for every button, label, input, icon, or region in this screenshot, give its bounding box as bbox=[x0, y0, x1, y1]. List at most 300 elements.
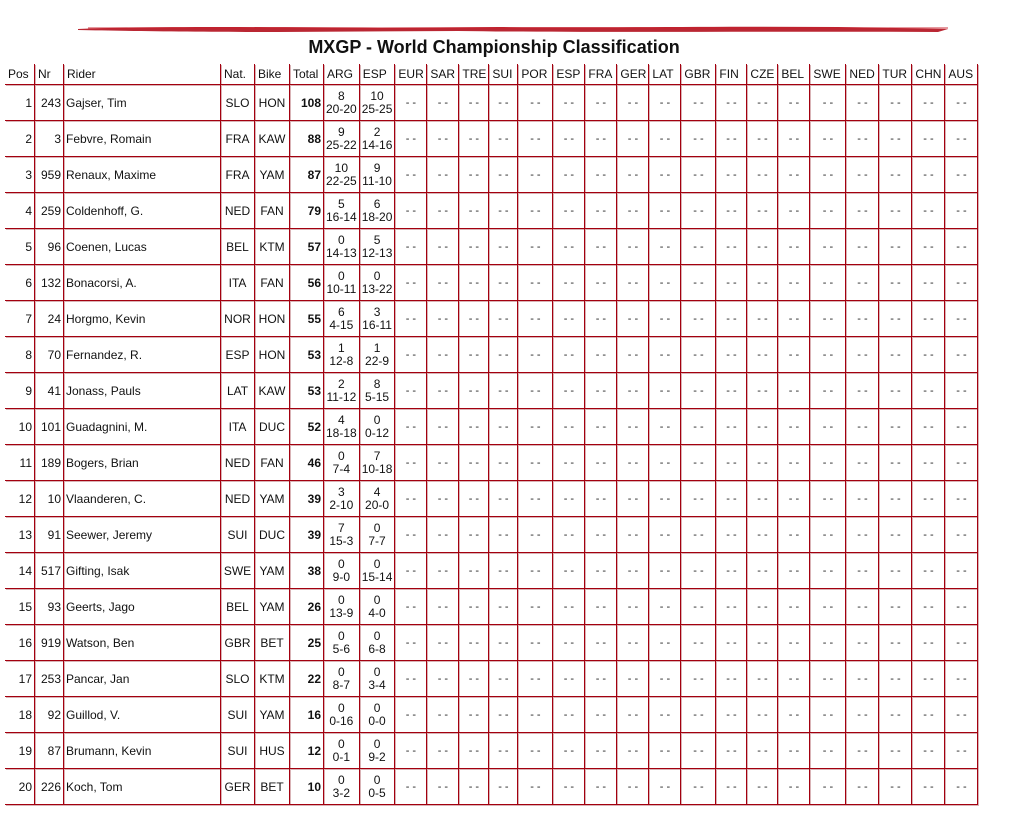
cell-event-empty: - - bbox=[747, 337, 778, 373]
cell-event-empty: - - bbox=[553, 553, 585, 589]
cell-nationality: BEL bbox=[221, 229, 255, 265]
cell-event-empty: - - bbox=[945, 445, 978, 481]
cell-event-empty: - - bbox=[747, 157, 778, 193]
cell-event-empty: - - bbox=[518, 625, 553, 661]
cell-event-result bbox=[324, 625, 360, 661]
cell-event-empty: - - bbox=[585, 229, 617, 265]
cell-nationality: FRA bbox=[221, 121, 255, 157]
cell-rider-number: 259 bbox=[35, 193, 64, 229]
cell-event-empty: - - bbox=[747, 121, 778, 157]
event-points: 3 bbox=[338, 484, 345, 499]
cell-event-empty: - - bbox=[395, 265, 427, 301]
cell-bike: YAM bbox=[255, 553, 290, 589]
cell-nationality: BEL bbox=[221, 589, 255, 625]
cell-rider-number: 959 bbox=[35, 157, 64, 193]
cell-rider-number: 93 bbox=[35, 589, 64, 625]
cell-event-empty: - - bbox=[649, 589, 681, 625]
cell-event-result bbox=[324, 769, 360, 805]
cell-event-empty: - - bbox=[459, 193, 489, 229]
cell-event-empty: - - bbox=[489, 85, 518, 121]
event-points: 5 bbox=[338, 196, 345, 211]
cell-event-empty: - - bbox=[879, 121, 912, 157]
cell-event-empty: - - bbox=[846, 445, 879, 481]
cell-event-empty: - - bbox=[617, 733, 649, 769]
cell-pos: 13 bbox=[5, 517, 35, 553]
cell-rider-name: Geerts, Jago bbox=[64, 589, 221, 625]
cell-event-empty: - - bbox=[395, 337, 427, 373]
cell-event-empty: - - bbox=[518, 301, 553, 337]
col-header-event: CZE bbox=[747, 64, 778, 85]
table-row bbox=[5, 229, 978, 265]
cell-event-empty: - - bbox=[912, 337, 945, 373]
table-row bbox=[5, 553, 978, 589]
cell-event-empty: - - bbox=[585, 733, 617, 769]
cell-event-result bbox=[360, 769, 396, 805]
cell-event-empty: - - bbox=[846, 769, 879, 805]
cell-event-empty: - - bbox=[395, 733, 427, 769]
event-points: 3 bbox=[373, 304, 381, 319]
race-placings: 22-25 bbox=[326, 173, 357, 188]
cell-event-empty: - - bbox=[489, 589, 518, 625]
event-points: 0 bbox=[373, 736, 381, 751]
cell-rider-number: 132 bbox=[35, 265, 64, 301]
cell-rider-name: Jonass, Pauls bbox=[64, 373, 221, 409]
header-row bbox=[5, 64, 978, 85]
cell-event-empty: - - bbox=[716, 625, 747, 661]
cell-event-empty: - - bbox=[879, 373, 912, 409]
cell-nationality: GER bbox=[221, 769, 255, 805]
classification-table bbox=[5, 64, 978, 805]
cell-bike: KTM bbox=[255, 229, 290, 265]
cell-event-empty: - - bbox=[810, 301, 846, 337]
cell-rider-name: Bogers, Brian bbox=[64, 445, 221, 481]
cell-rider-number: 517 bbox=[35, 553, 64, 589]
cell-event-result bbox=[324, 85, 360, 121]
cell-event-empty: - - bbox=[649, 481, 681, 517]
cell-event-empty: - - bbox=[617, 697, 649, 733]
race-placings: 16-11 bbox=[362, 317, 392, 332]
cell-event-empty: - - bbox=[459, 445, 489, 481]
event-points: 0 bbox=[373, 628, 381, 643]
cell-bike: DUC bbox=[255, 517, 290, 553]
event-points: 0 bbox=[373, 268, 381, 283]
race-placings: 15-3 bbox=[329, 533, 354, 548]
cell-event-empty: - - bbox=[649, 301, 681, 337]
cell-pos: 14 bbox=[5, 553, 35, 589]
cell-event-empty: - - bbox=[879, 733, 912, 769]
cell-event-empty: - - bbox=[518, 193, 553, 229]
cell-event-empty: - - bbox=[553, 661, 585, 697]
cell-event-empty: - - bbox=[585, 157, 617, 193]
event-points: 9 bbox=[338, 124, 345, 139]
cell-event-result bbox=[360, 697, 396, 733]
cell-event-empty: - - bbox=[912, 553, 945, 589]
col-header-event: FIN bbox=[716, 64, 747, 85]
cell-event-empty: - - bbox=[716, 733, 747, 769]
cell-event-result bbox=[324, 445, 360, 481]
race-placings: 6-8 bbox=[368, 641, 386, 656]
cell-event-empty: - - bbox=[585, 337, 617, 373]
cell-event-result bbox=[360, 481, 396, 517]
cell-rider-number: 70 bbox=[35, 337, 64, 373]
cell-event-empty: - - bbox=[489, 409, 518, 445]
event-points: 10 bbox=[334, 160, 349, 175]
cell-event-empty: - - bbox=[681, 229, 716, 265]
cell-event-empty: - - bbox=[912, 733, 945, 769]
cell-event-empty: - - bbox=[427, 157, 459, 193]
race-placings: 0-0 bbox=[368, 713, 386, 728]
cell-event-result bbox=[360, 337, 396, 373]
cell-event-empty: - - bbox=[427, 589, 459, 625]
cell-event-empty: - - bbox=[649, 229, 681, 265]
cell-event-empty: - - bbox=[617, 553, 649, 589]
cell-event-empty: - - bbox=[427, 265, 459, 301]
col-header-event: ESP bbox=[360, 64, 396, 85]
cell-rider-name: Gifting, Isak bbox=[64, 553, 221, 589]
cell-event-empty: - - bbox=[553, 121, 585, 157]
cell-total-points: 26 bbox=[290, 589, 324, 625]
cell-event-empty: - - bbox=[945, 481, 978, 517]
cell-event-result bbox=[324, 697, 360, 733]
cell-event-empty: - - bbox=[427, 733, 459, 769]
cell-event-empty: - - bbox=[912, 445, 945, 481]
cell-event-empty: - - bbox=[810, 229, 846, 265]
cell-event-empty: - - bbox=[778, 301, 810, 337]
cell-event-empty: - - bbox=[945, 301, 978, 337]
event-points: 2 bbox=[338, 376, 345, 391]
table-row bbox=[5, 661, 978, 697]
race-placings: 5-15 bbox=[365, 389, 390, 404]
cell-nationality: NOR bbox=[221, 301, 255, 337]
cell-rider-name: Fernandez, R. bbox=[64, 337, 221, 373]
cell-event-empty: - - bbox=[681, 553, 716, 589]
cell-total-points: 108 bbox=[290, 85, 324, 121]
race-placings: 14-16 bbox=[361, 137, 393, 152]
cell-event-result bbox=[360, 445, 396, 481]
cell-event-empty: - - bbox=[553, 445, 585, 481]
race-placings: 7-7 bbox=[368, 533, 386, 548]
cell-rider-name: Renaux, Maxime bbox=[64, 157, 221, 193]
cell-rider-number: 243 bbox=[35, 85, 64, 121]
cell-event-empty: - - bbox=[846, 157, 879, 193]
cell-event-empty: - - bbox=[681, 769, 716, 805]
cell-event-empty: - - bbox=[681, 265, 716, 301]
cell-event-empty: - - bbox=[617, 157, 649, 193]
cell-event-empty: - - bbox=[649, 121, 681, 157]
col-header-event: CHN bbox=[912, 64, 945, 85]
cell-event-result bbox=[360, 373, 396, 409]
cell-event-empty: - - bbox=[810, 481, 846, 517]
cell-bike: FAN bbox=[255, 445, 290, 481]
cell-event-empty: - - bbox=[747, 589, 778, 625]
cell-event-result bbox=[324, 373, 360, 409]
event-points: 7 bbox=[338, 520, 345, 535]
table-row bbox=[5, 589, 978, 625]
event-points: 1 bbox=[373, 340, 381, 355]
cell-event-empty: - - bbox=[395, 229, 427, 265]
table-row bbox=[5, 373, 978, 409]
col-header-event: LAT bbox=[649, 64, 681, 85]
race-placings: 13-9 bbox=[329, 605, 354, 620]
cell-event-result bbox=[324, 121, 360, 157]
cell-event-empty: - - bbox=[489, 445, 518, 481]
cell-event-empty: - - bbox=[747, 553, 778, 589]
cell-event-empty: - - bbox=[945, 193, 978, 229]
cell-event-empty: - - bbox=[553, 193, 585, 229]
cell-total-points: 46 bbox=[290, 445, 324, 481]
cell-pos: 2 bbox=[5, 121, 35, 157]
cell-event-empty: - - bbox=[617, 229, 649, 265]
cell-rider-name: Coenen, Lucas bbox=[64, 229, 221, 265]
cell-event-empty: - - bbox=[459, 697, 489, 733]
race-placings: 0-16 bbox=[329, 713, 354, 728]
cell-event-empty: - - bbox=[716, 121, 747, 157]
cell-event-empty: - - bbox=[459, 373, 489, 409]
cell-event-empty: - - bbox=[395, 373, 427, 409]
cell-event-empty: - - bbox=[879, 265, 912, 301]
cell-event-empty: - - bbox=[617, 373, 649, 409]
cell-event-empty: - - bbox=[585, 121, 617, 157]
table-row bbox=[5, 121, 978, 157]
col-header-event: ESP bbox=[553, 64, 585, 85]
cell-event-empty: - - bbox=[778, 193, 810, 229]
cell-event-empty: - - bbox=[649, 517, 681, 553]
cell-event-empty: - - bbox=[716, 301, 747, 337]
cell-event-empty: - - bbox=[945, 661, 978, 697]
event-points: 10 bbox=[370, 88, 384, 103]
cell-event-empty: - - bbox=[553, 733, 585, 769]
cell-event-empty: - - bbox=[747, 697, 778, 733]
cell-event-empty: - - bbox=[585, 481, 617, 517]
cell-event-empty: - - bbox=[810, 193, 846, 229]
cell-rider-number: 919 bbox=[35, 625, 64, 661]
race-placings: 10-11 bbox=[326, 281, 357, 296]
cell-event-empty: - - bbox=[395, 157, 427, 193]
cell-rider-name: Bonacorsi, A. bbox=[64, 265, 221, 301]
cell-event-empty: - - bbox=[945, 265, 978, 301]
cell-event-empty: - - bbox=[489, 265, 518, 301]
cell-event-empty: - - bbox=[846, 121, 879, 157]
cell-event-empty: - - bbox=[518, 265, 553, 301]
cell-event-empty: - - bbox=[617, 85, 649, 121]
race-placings: 20-20 bbox=[326, 101, 357, 116]
cell-event-empty: - - bbox=[778, 337, 810, 373]
cell-event-empty: - - bbox=[427, 229, 459, 265]
cell-nationality: GBR bbox=[221, 625, 255, 661]
cell-event-empty: - - bbox=[810, 265, 846, 301]
cell-event-empty: - - bbox=[945, 625, 978, 661]
cell-rider-name: Gajser, Tim bbox=[64, 85, 221, 121]
event-points: 5 bbox=[373, 232, 381, 247]
cell-event-result bbox=[324, 553, 360, 589]
event-points: 0 bbox=[338, 664, 345, 679]
cell-event-empty: - - bbox=[778, 85, 810, 121]
cell-event-empty: - - bbox=[427, 85, 459, 121]
cell-event-empty: - - bbox=[553, 517, 585, 553]
col-header-event: SUI bbox=[489, 64, 518, 85]
cell-nationality: NED bbox=[221, 193, 255, 229]
race-placings: 13-22 bbox=[361, 281, 393, 296]
cell-event-empty: - - bbox=[747, 481, 778, 517]
cell-nationality: ESP bbox=[221, 337, 255, 373]
cell-event-empty: - - bbox=[681, 157, 716, 193]
cell-event-empty: - - bbox=[459, 733, 489, 769]
event-points: 0 bbox=[338, 628, 345, 643]
cell-event-empty: - - bbox=[912, 193, 945, 229]
event-points: 7 bbox=[373, 448, 381, 463]
cell-event-empty: - - bbox=[879, 157, 912, 193]
cell-event-empty: - - bbox=[518, 553, 553, 589]
race-placings: 22-9 bbox=[365, 353, 390, 368]
cell-event-empty: - - bbox=[747, 301, 778, 337]
cell-event-empty: - - bbox=[716, 481, 747, 517]
cell-event-empty: - - bbox=[518, 589, 553, 625]
cell-event-empty: - - bbox=[681, 337, 716, 373]
cell-rider-number: 226 bbox=[35, 769, 64, 805]
cell-event-result bbox=[324, 661, 360, 697]
cell-total-points: 39 bbox=[290, 517, 324, 553]
cell-event-empty: - - bbox=[810, 445, 846, 481]
cell-event-empty: - - bbox=[518, 481, 553, 517]
cell-event-empty: - - bbox=[553, 157, 585, 193]
cell-event-empty: - - bbox=[846, 373, 879, 409]
cell-nationality: NED bbox=[221, 481, 255, 517]
cell-total-points: 56 bbox=[290, 265, 324, 301]
cell-event-empty: - - bbox=[945, 121, 978, 157]
cell-event-empty: - - bbox=[778, 553, 810, 589]
event-points: 8 bbox=[338, 88, 345, 103]
cell-nationality: ITA bbox=[221, 409, 255, 445]
cell-pos: 4 bbox=[5, 193, 35, 229]
cell-rider-name: Pancar, Jan bbox=[64, 661, 221, 697]
col-header-total: Total bbox=[290, 64, 324, 85]
cell-rider-name: Coldenhoff, G. bbox=[64, 193, 221, 229]
cell-event-empty: - - bbox=[649, 193, 681, 229]
table-row bbox=[5, 517, 978, 553]
cell-event-empty: - - bbox=[747, 373, 778, 409]
cell-total-points: 25 bbox=[290, 625, 324, 661]
cell-event-empty: - - bbox=[518, 121, 553, 157]
cell-event-empty: - - bbox=[846, 229, 879, 265]
event-points: 0 bbox=[373, 592, 381, 607]
cell-event-empty: - - bbox=[649, 769, 681, 805]
cell-event-empty: - - bbox=[585, 769, 617, 805]
cell-nationality: SUI bbox=[221, 697, 255, 733]
cell-event-empty: - - bbox=[716, 553, 747, 589]
cell-total-points: 53 bbox=[290, 373, 324, 409]
cell-event-empty: - - bbox=[681, 517, 716, 553]
cell-event-result bbox=[360, 589, 396, 625]
cell-total-points: 39 bbox=[290, 481, 324, 517]
cell-event-empty: - - bbox=[617, 265, 649, 301]
race-placings: 14-13 bbox=[326, 245, 357, 260]
cell-event-empty: - - bbox=[427, 553, 459, 589]
cell-event-empty: - - bbox=[945, 373, 978, 409]
cell-event-empty: - - bbox=[617, 481, 649, 517]
race-placings: 8-7 bbox=[332, 677, 351, 692]
cell-event-empty: - - bbox=[427, 121, 459, 157]
cell-event-empty: - - bbox=[945, 85, 978, 121]
cell-event-empty: - - bbox=[912, 301, 945, 337]
cell-event-empty: - - bbox=[617, 445, 649, 481]
table-row bbox=[5, 697, 978, 733]
cell-event-empty: - - bbox=[649, 733, 681, 769]
cell-event-empty: - - bbox=[427, 517, 459, 553]
event-points: 9 bbox=[373, 160, 381, 175]
cell-bike: YAM bbox=[255, 157, 290, 193]
cell-rider-number: 96 bbox=[35, 229, 64, 265]
cell-event-empty: - - bbox=[649, 553, 681, 589]
cell-total-points: 22 bbox=[290, 661, 324, 697]
race-placings: 5-6 bbox=[332, 641, 351, 656]
cell-event-result bbox=[324, 301, 360, 337]
cell-event-empty: - - bbox=[617, 517, 649, 553]
race-placings: 9-2 bbox=[368, 749, 386, 764]
col-header-event: FRA bbox=[585, 64, 617, 85]
cell-event-empty: - - bbox=[846, 409, 879, 445]
cell-bike: DUC bbox=[255, 409, 290, 445]
race-placings: 12-8 bbox=[329, 353, 354, 368]
cell-event-empty: - - bbox=[459, 121, 489, 157]
cell-rider-name: Koch, Tom bbox=[64, 769, 221, 805]
cell-pos: 7 bbox=[5, 301, 35, 337]
cell-bike: FAN bbox=[255, 265, 290, 301]
cell-event-empty: - - bbox=[585, 661, 617, 697]
table-row bbox=[5, 625, 978, 661]
cell-event-empty: - - bbox=[681, 733, 716, 769]
cell-event-empty: - - bbox=[395, 193, 427, 229]
cell-event-result bbox=[360, 733, 396, 769]
cell-event-result bbox=[360, 409, 396, 445]
cell-event-empty: - - bbox=[553, 769, 585, 805]
cell-event-result bbox=[324, 409, 360, 445]
cell-event-empty: - - bbox=[585, 625, 617, 661]
cell-event-result bbox=[324, 265, 360, 301]
cell-event-empty: - - bbox=[585, 373, 617, 409]
race-placings: 0-5 bbox=[368, 785, 386, 800]
cell-event-empty: - - bbox=[810, 733, 846, 769]
cell-event-empty: - - bbox=[778, 121, 810, 157]
cell-event-empty: - - bbox=[489, 481, 518, 517]
cell-event-empty: - - bbox=[649, 157, 681, 193]
race-placings: 10-18 bbox=[361, 461, 393, 476]
cell-event-empty: - - bbox=[617, 409, 649, 445]
cell-event-result bbox=[360, 301, 396, 337]
cell-event-empty: - - bbox=[518, 373, 553, 409]
col-header-event: TUR bbox=[879, 64, 912, 85]
cell-event-empty: - - bbox=[617, 589, 649, 625]
cell-event-empty: - - bbox=[489, 625, 518, 661]
cell-pos: 1 bbox=[5, 85, 35, 121]
cell-nationality: SWE bbox=[221, 553, 255, 589]
race-placings: 20-0 bbox=[365, 497, 390, 512]
cell-event-result bbox=[324, 229, 360, 265]
race-placings: 18-18 bbox=[326, 425, 357, 440]
cell-event-empty: - - bbox=[553, 625, 585, 661]
cell-nationality: FRA bbox=[221, 157, 255, 193]
cell-event-empty: - - bbox=[778, 445, 810, 481]
cell-event-empty: - - bbox=[810, 85, 846, 121]
event-points: 6 bbox=[373, 196, 381, 211]
cell-event-empty: - - bbox=[879, 553, 912, 589]
cell-event-empty: - - bbox=[649, 337, 681, 373]
cell-nationality: LAT bbox=[221, 373, 255, 409]
cell-event-empty: - - bbox=[716, 661, 747, 697]
cell-event-result bbox=[360, 85, 396, 121]
race-placings: 4-0 bbox=[368, 605, 386, 620]
cell-event-empty: - - bbox=[585, 301, 617, 337]
race-placings: 25-22 bbox=[326, 137, 357, 152]
